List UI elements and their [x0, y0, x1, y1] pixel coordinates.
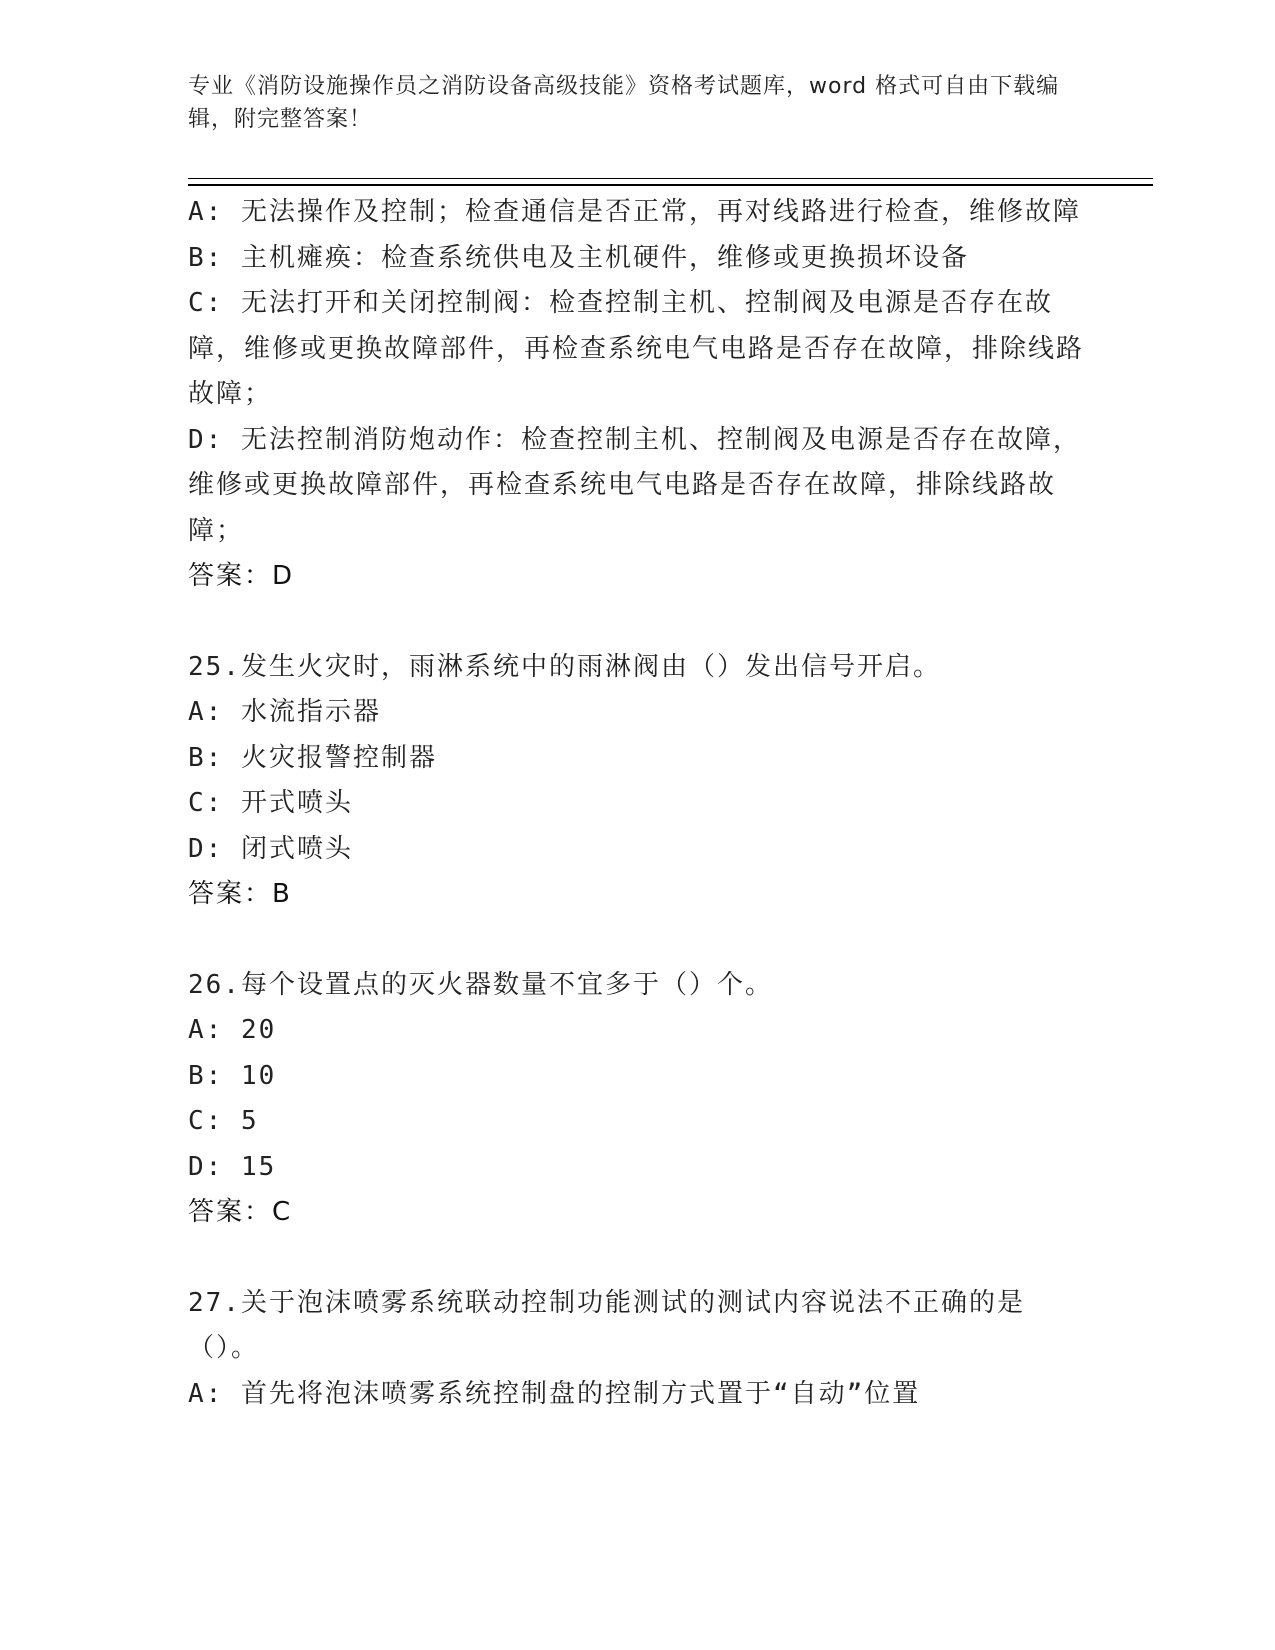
option-c: C: 无法打开和关闭控制阀：检查控制主机、控制阀及电源是否存在故障，维修或更换故障部件，再检查系统电气电路是否存在故障，排除线路故障； [188, 288, 1085, 409]
option-b: B: 火灾报警控制器 [188, 742, 437, 773]
answer-label: 答案：B [188, 879, 292, 909]
question-block-25 [188, 645, 1088, 918]
option-a: A: 水流指示器 [188, 697, 381, 727]
header-divider [188, 178, 1153, 186]
option-d: D: 15 [188, 1151, 277, 1182]
answer-label: 答案：C [188, 1197, 293, 1227]
option-c: C: 开式喷头 [188, 788, 353, 818]
option-a: A: 20 [188, 1015, 277, 1045]
option-d: D: 无法控制消防炮动作：检查控制主机、控制阀及电源是否存在故障，维修或更换故障部件，再检查系统电气电路是否存在故障，排除线路故障； [188, 424, 1081, 546]
document-body [188, 190, 1088, 1417]
question-stem: 25.发生火灾时，雨淋系统中的雨淋阀由（）发出信号开启。 [188, 651, 941, 682]
option-c: C: 5 [188, 1106, 259, 1136]
option-a: A: 首先将泡沫喷雾系统控制盘的控制方式置于“自动”位置 [188, 1378, 921, 1409]
header-text: 专业《消防设施操作员之消防设备高级技能》资格考试题库，word 格式可自由下载编辑，附完整答案！ [188, 74, 1060, 132]
question-stem: 26.每个设置点的灭火器数量不宜多于（）个。 [188, 969, 773, 1000]
answer-label: 答案：D [188, 561, 295, 591]
option-d: D: 闭式喷头 [188, 833, 353, 864]
option-b: B: 主机瘫痪：检查系统供电及主机硬件，维修或更换损坏设备 [188, 242, 969, 273]
question-block-27 [188, 1281, 1088, 1418]
option-a: A: 无法操作及控制；检查通信是否正常，再对线路进行检查，维修故障 [188, 197, 1081, 227]
question-stem: 27.关于泡沫喷雾系统联动控制功能测试的测试内容说法不正确的是（）。 [188, 1287, 1025, 1363]
document-header [188, 70, 1088, 136]
option-b: B: 10 [188, 1060, 277, 1091]
question-block-26 [188, 963, 1088, 1236]
question-block-24 [188, 190, 1088, 600]
